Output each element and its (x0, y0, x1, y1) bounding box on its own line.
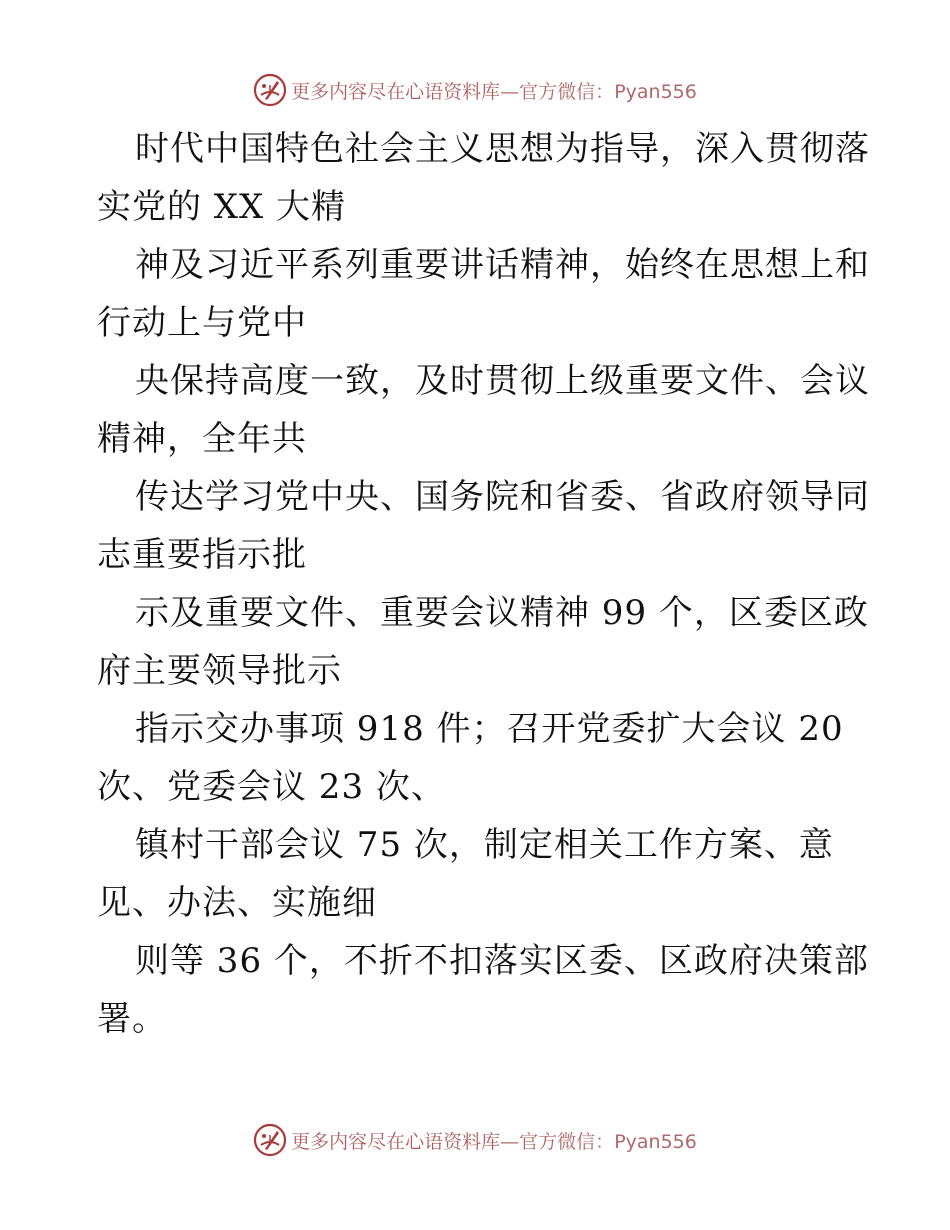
paragraph-line: 时代中国特色社会主义思想为指导，深入贯彻落 (135, 129, 870, 169)
paragraph-line: 署。 (97, 999, 167, 1039)
quill-book-logo-icon (253, 73, 287, 107)
paragraph-line: 实党的 XX 大精 (97, 187, 347, 227)
paragraph-line: 神及习近平系列重要讲话精神，始终在思想上和 (135, 245, 870, 285)
paragraph-line: 则等 36 个，不折不扣落实区委、区政府决策部 (135, 941, 869, 981)
paragraph-line: 传达学习党中央、国务院和省委、省政府领导同 (135, 477, 870, 517)
paragraph-line: 精神，全年共 (97, 419, 307, 459)
header-wechat-label: 官方微信： (519, 80, 615, 103)
header-separator: — (500, 80, 520, 103)
document-body (97, 120, 870, 1048)
footer-watermark-text (291, 1127, 697, 1154)
footer-watermark (0, 1120, 950, 1160)
paragraph-line: 央保持高度一致，及时贯彻上级重要文件、会议 (135, 361, 870, 401)
footer-wechat-label: 官方微信： (519, 1130, 615, 1153)
paragraph-line: 次、党委会议 23 次、 (97, 767, 446, 807)
paragraph-line: 示及重要文件、重要会议精神 99 个，区委区政 (135, 593, 869, 633)
paragraph-line: 指示交办事项 918 件；召开党委扩大会议 20 (135, 709, 844, 749)
paragraph-line: 府主要领导批示 (97, 651, 342, 691)
header-watermark (0, 70, 950, 110)
footer-brand: 更多内容尽在心语资料库 (291, 1130, 501, 1153)
quill-book-logo-icon (253, 1123, 287, 1157)
header-brand: 更多内容尽在心语资料库 (291, 80, 501, 103)
paragraph-line: 见、办法、实施细 (97, 883, 377, 923)
footer-separator: — (500, 1130, 520, 1153)
paragraph-line: 志重要指示批 (97, 535, 307, 575)
footer-wechat-id: Pyan556 (614, 1130, 697, 1153)
header-wechat-id: Pyan556 (614, 80, 697, 103)
paragraph-line: 镇村干部会议 75 次，制定相关工作方案、意 (135, 825, 834, 865)
paragraph-line: 行动上与党中 (97, 303, 307, 343)
header-watermark-text (291, 77, 697, 104)
